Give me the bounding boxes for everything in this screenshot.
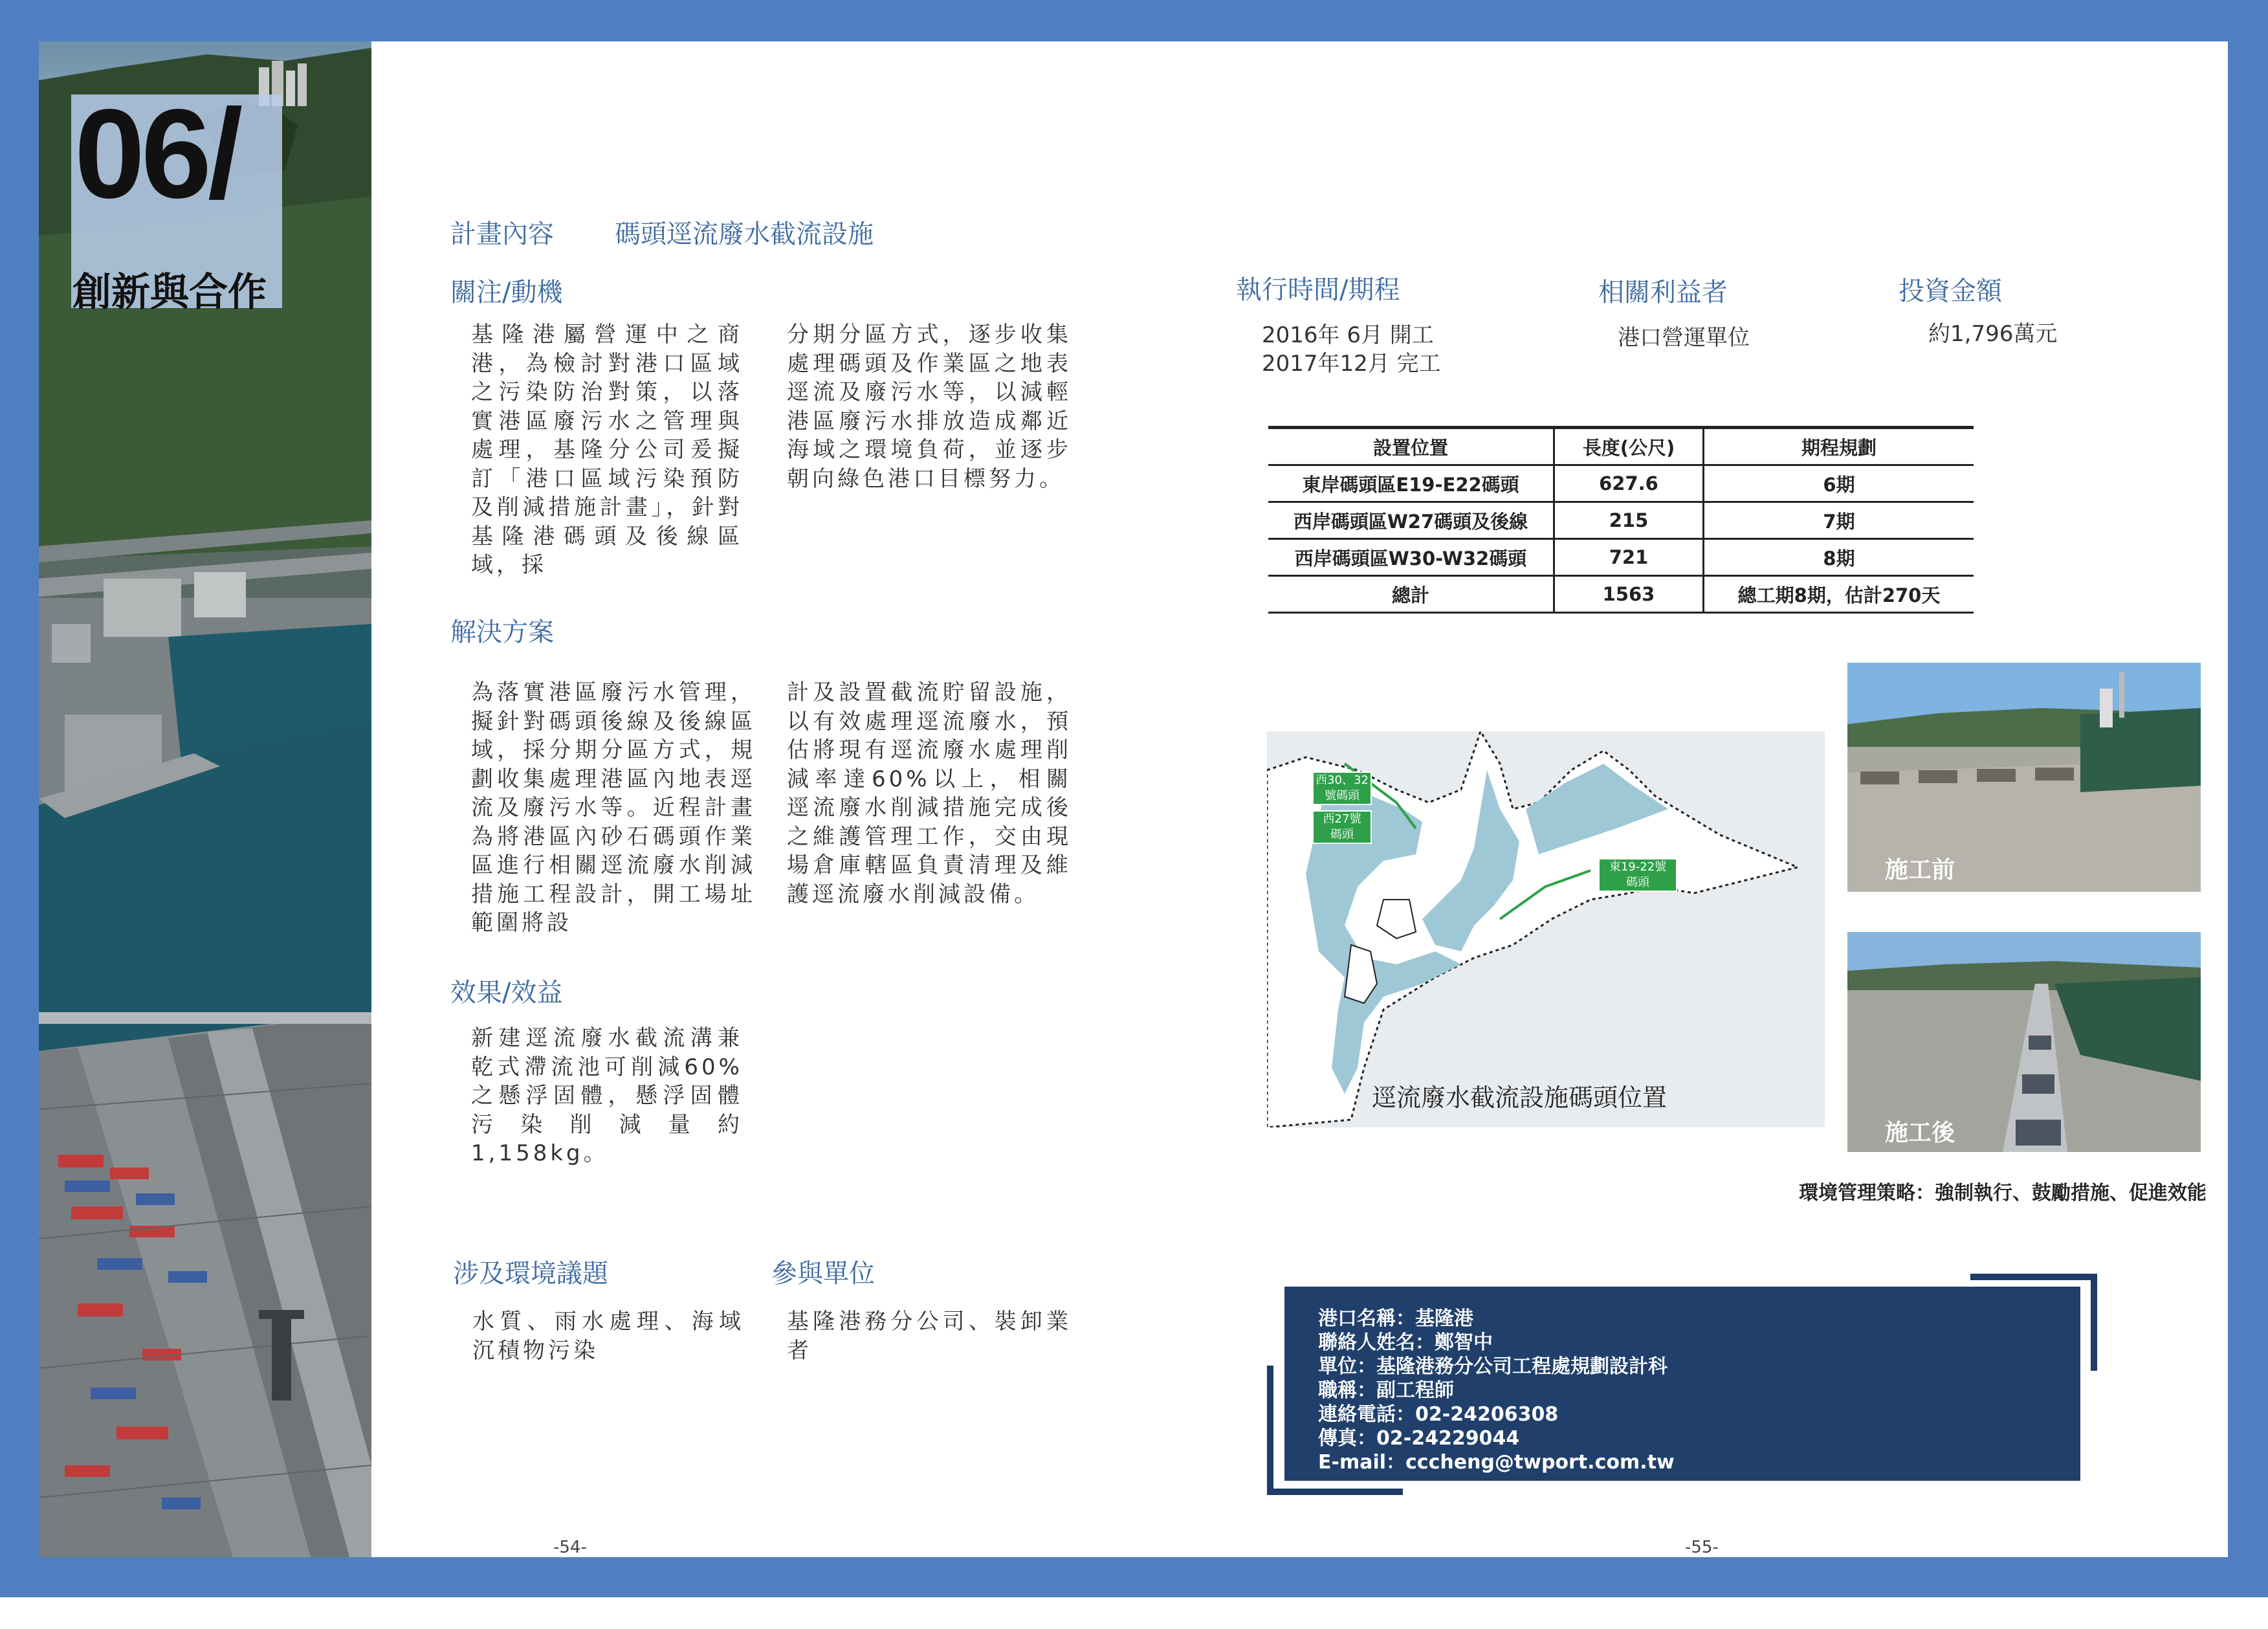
table-row (1268, 465, 1974, 502)
issues-text: 水質、雨水處理、海域沉積物污染 (472, 1309, 744, 1364)
table-cell: 721 (1554, 539, 1704, 576)
harbor-map (1267, 731, 1825, 1127)
stakeholder-text: 港口營運單位 (1618, 325, 1750, 351)
table-cell: 1563 (1554, 576, 1704, 613)
photo-after-construction (1847, 932, 2201, 1152)
units-heading: 參與單位 (771, 1259, 875, 1289)
table-header-cell: 長度(公尺) (1554, 428, 1704, 465)
table-cell: 西岸碼頭區W27碼頭及後線 (1268, 502, 1554, 539)
page-number-right: -55- (1685, 1538, 1719, 1557)
map-caption: 逕流廢水截流設施碼頭位置 (1372, 1083, 1668, 1112)
map-label-w27-line1: 西27號 (1323, 812, 1361, 826)
issues-heading: 涉及環境議題 (453, 1259, 608, 1289)
table-cell: 627.6 (1554, 465, 1704, 502)
map-label-w30-line1: 西30、32 (1316, 773, 1369, 787)
table-row (1268, 539, 1974, 576)
frame-top (0, 0, 2268, 41)
investment-heading: 投資金額 (1899, 276, 2002, 306)
photo-after-label: 施工後 (1885, 1120, 1955, 1146)
stakeholder-heading: 相關利益者 (1598, 278, 1728, 307)
photo-before-construction (1847, 663, 2201, 892)
table-cell: 7期 (1704, 502, 1974, 539)
contact-card (1284, 1287, 2080, 1481)
schedule-start: 2016年 6月 開工 (1262, 322, 1434, 348)
frame-bottom (0, 1557, 2268, 1597)
frame-left (0, 41, 39, 1559)
table-cell: 西岸碼頭區W30-W32碼頭 (1268, 539, 1554, 576)
contact-unit: 單位：基隆港務分公司工程處規劃設計科 (1318, 1355, 1668, 1378)
table-header-row (1268, 428, 1974, 465)
contact-email: E-mail：cccheng@twport.com.tw (1318, 1451, 1675, 1474)
map-label-w30 (1312, 771, 1372, 805)
schedule-heading: 執行時間/期程 (1236, 275, 1400, 305)
plan-label: 計畫內容 (450, 219, 554, 249)
page-number-left: -54- (553, 1538, 587, 1557)
investment-text: 約1,796萬元 (1928, 321, 2058, 347)
chapter-number: 06/ (74, 83, 239, 225)
map-label-w30-line2: 號碼頭 (1325, 789, 1360, 803)
solution-text-col1: 為落實港區廢污水管理，擬針對碼頭後線及後線區域，採分期分區方式，規劃收集處理港區內地表逕流及廢污水等。近程計畫為將港區內砂石碼頭作業區進行相關逕流廢水削減措施工程設計，開工場址範圍將設 (471, 680, 756, 936)
photo-before-label: 施工前 (1885, 857, 1955, 883)
map-label-w27-line2: 碼頭 (1330, 828, 1354, 841)
motivation-text-col1: 基隆港屬營運中之商港，為檢討對港口區域之污染防治對策，以落實港區廢污水之管理與處理，基隆分公司爰擬訂「港口區域污染預防及削減措施計畫」，針對基隆港碼頭及後線區域，採 (471, 322, 743, 578)
table-header-cell: 設置位置 (1268, 428, 1554, 465)
management-strategy: 環境管理策略：強制執行、鼓勵措施、促進效能 (1799, 1182, 2207, 1204)
contact-job-title: 職稱：副工程師 (1318, 1379, 1454, 1402)
table-cell: 總計 (1268, 576, 1554, 613)
table-row (1268, 502, 1974, 539)
table-row-total (1268, 576, 1974, 613)
motivation-text-col2: 分期分區方式，逐步收集處理碼頭及作業區之地表逕流及廢污水等，以減輕港區廢污水排放造成鄰近海域之環境負荷，並逐步朝向綠色港口目標努力。 (787, 322, 1072, 492)
table-cell: 東岸碼頭區E19-E22碼頭 (1268, 465, 1554, 502)
benefit-text: 新建逕流廢水截流溝兼乾式滯流池可削減60%之懸浮固體，懸浮固體污染削減量約 1,158kg。 (471, 1025, 743, 1166)
contact-fax: 傳真：02-24229044 (1318, 1427, 1520, 1450)
schedule-table (1268, 426, 1974, 614)
table-header-cell: 期程規劃 (1704, 428, 1974, 465)
table-cell: 215 (1554, 502, 1704, 539)
units-text: 基隆港務分公司、裝卸業者 (787, 1309, 1072, 1364)
solution-heading: 解決方案 (450, 617, 554, 647)
map-label-e19 (1598, 858, 1677, 892)
map-label-w27 (1312, 810, 1372, 844)
table-cell: 8期 (1704, 539, 1974, 576)
schedule-end: 2017年12月 完工 (1262, 351, 1441, 377)
motivation-heading: 關注/動機 (450, 278, 563, 307)
frame-right (2228, 41, 2268, 1559)
map-label-e19-line2: 碼頭 (1626, 876, 1649, 889)
contact-phone: 連絡電話：02-24206308 (1318, 1403, 1559, 1426)
contact-port: 港口名稱：基隆港 (1318, 1307, 1473, 1330)
benefit-heading: 效果/效益 (450, 978, 563, 1008)
chapter-title: 創新與合作 (72, 270, 267, 315)
contact-person: 聯絡人姓名：鄭智中 (1318, 1331, 1493, 1354)
map-label-e19-line1: 東19-22號 (1609, 860, 1667, 874)
table-cell: 總工期8期，估計270天 (1704, 576, 1974, 613)
plan-title: 碼頭逕流廢水截流設施 (615, 219, 874, 249)
table-cell: 6期 (1704, 465, 1974, 502)
solution-text-col2: 計及設置截流貯留設施，以有效處理逕流廢水，預估將現有逕流廢水處理削減率達60%以上，相關逕流廢水削減措施完成後之維護管理工作，交由現場倉庫轄區負責清理及維護逕流廢水削減設備。 (787, 680, 1072, 907)
